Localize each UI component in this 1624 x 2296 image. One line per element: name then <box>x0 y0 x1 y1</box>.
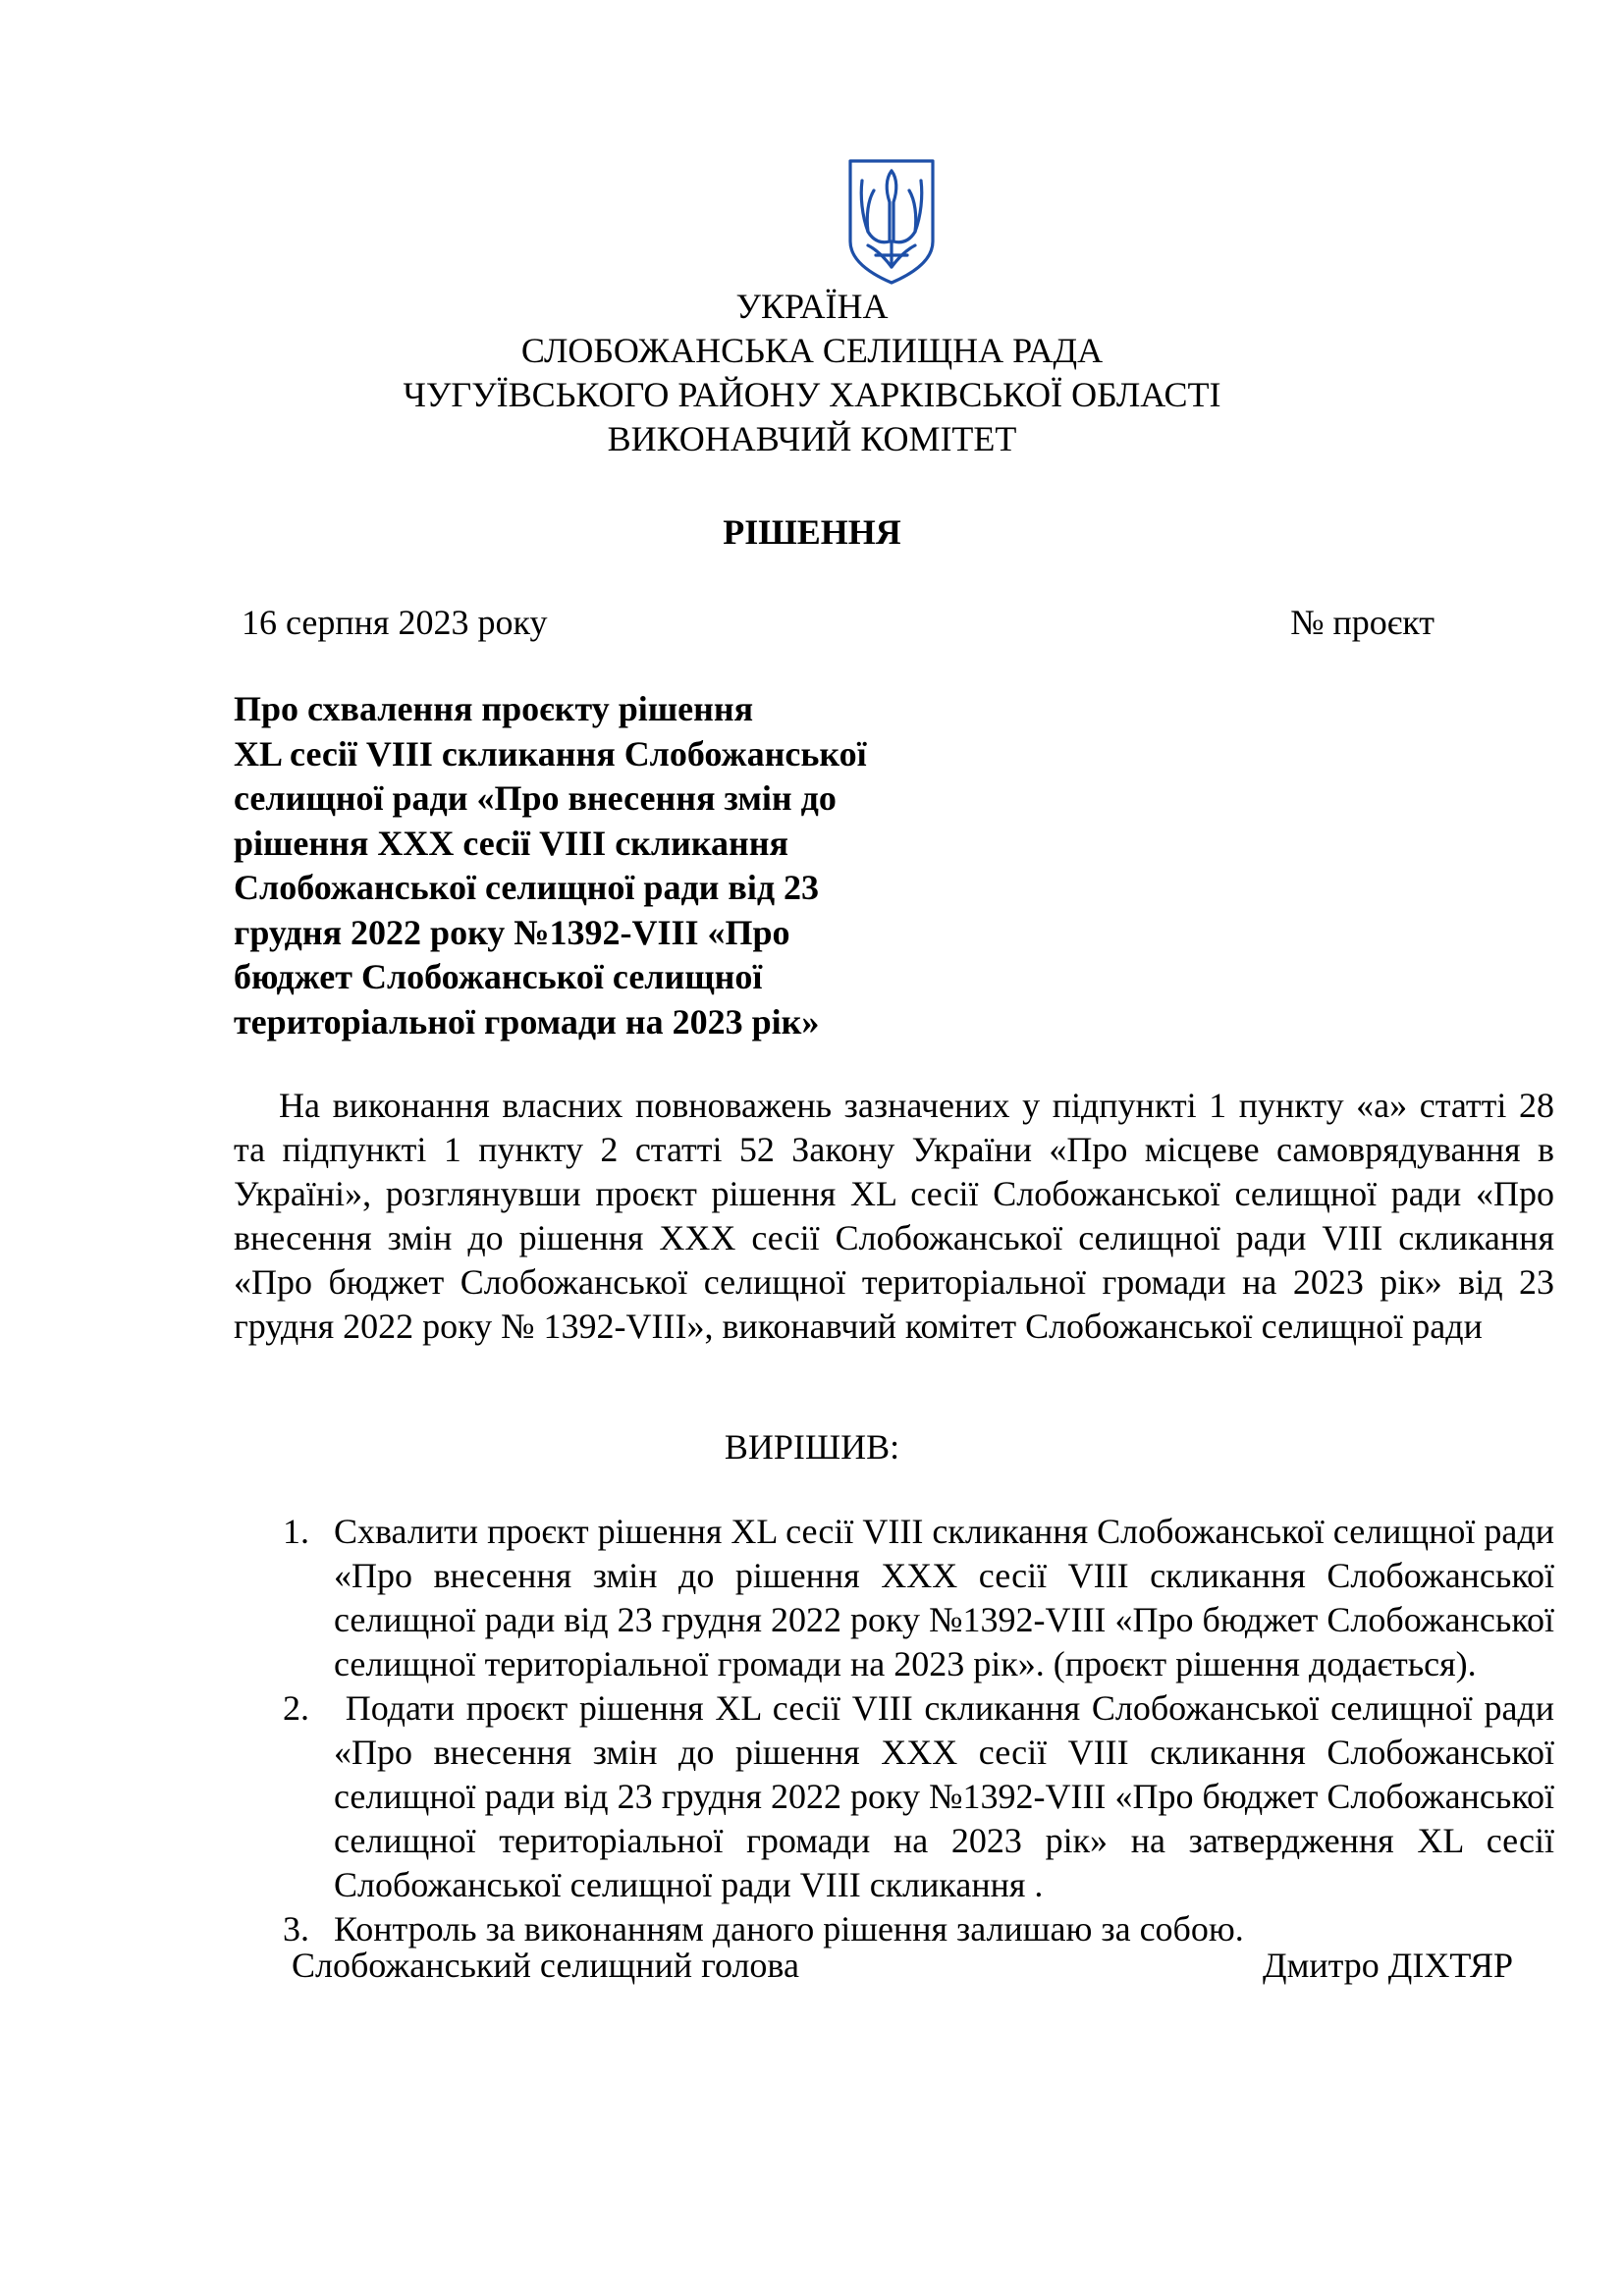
header-region: ЧУГУЇВСЬКОГО РАЙОНУ ХАРКІВСЬКОЇ ОБЛАСТІ <box>403 375 1221 414</box>
subject-line: рішення XXX сесії VIII скликання <box>234 823 789 863</box>
subject-line: бюджет Слобожанської селищної <box>234 957 763 996</box>
document-date: 16 серпня 2023 року <box>242 603 548 642</box>
item-text: Контроль за виконанням даного рішення залишаю за собою. <box>334 1909 1244 1949</box>
document-title: РІШЕННЯ <box>723 512 901 552</box>
decision-subject <box>234 687 980 1044</box>
list-item <box>236 1510 1554 1686</box>
signature-block <box>0 1944 1624 1988</box>
header-council: СЛОБОЖАНСЬКА СЕЛИЩНА РАДА <box>520 331 1104 370</box>
signatory-name: Дмитро ДІХТЯР <box>1263 1946 1513 1985</box>
subject-line: селищної ради «Про внесення змін до <box>234 778 837 818</box>
subject-line: Слобожанської селищної ради від 23 <box>234 868 820 907</box>
decision-items <box>236 1510 1564 1951</box>
preamble-text: На виконання власних повноважень зазначених у підпункті 1 пункту «а» статті 28 та підпункті 1 пункту 2 статті 52 Закону України «Про місцеве самоврядування в Україні», розглянувши проєкт рішення XL сесії Слобожанської селищної ради «Про внесення змін до рішення XXX сесії Слобожанської селищної ради VIII скликання «Про бюджет Слобожанської селищної територіальної громади на 2023 рік» від 23 грудня 2022 року № 1392-VIII», виконавчий комітет Слобожанської селищної ради <box>234 1086 1555 1346</box>
preamble <box>234 1084 1554 1349</box>
subject-line: Про схвалення проєкту рішення <box>234 689 754 728</box>
item-number: 1. <box>283 1512 309 1551</box>
trident-icon <box>846 157 937 287</box>
subject-line: територіальної громади на 2023 рік» <box>234 1001 820 1041</box>
item-number: 3. <box>283 1909 309 1949</box>
item-number: 2. <box>283 1688 309 1728</box>
header-country: УКРАЇНА <box>735 287 889 326</box>
list-item <box>236 1686 1564 1907</box>
item-text: Схвалити проєкт рішення XL сесії VIII скликання Слобожанської селищної ради «Про внесення змін до рішення XXX сесії VIII скликання Слобожанської селищної ради від 23 грудня 2022 року №1392-VIII «Про бюджет Слобожанської селищної територіальної громади на 2023 рік». (проєкт рішення додається). <box>334 1512 1554 1683</box>
signatory-position: Слобожанський селищний голова <box>292 1946 799 1985</box>
issuer-header <box>0 285 1624 461</box>
decided-heading: ВИРІШИВ: <box>724 1427 900 1467</box>
document-number: № проєкт <box>1290 603 1435 642</box>
header-committee: ВИКОНАВЧИЙ КОМІТЕТ <box>607 419 1017 458</box>
subject-line: XL сесії VIII скликання Слобожанської <box>234 733 867 774</box>
item-text: Подати проєкт рішення XL сесії VIII скликання Слобожанської селищної ради «Про внесення змін до рішення XXX сесії VIII скликання Слобожанської селищної ради від 23 грудня 2022 року №1392-VIII «Про бюджет Слобожанської селищної територіальної громади на 2023 рік» на затвердження XL сесії Слобожанської селищної ради VIII скликання . <box>334 1688 1564 1904</box>
subject-line: грудня 2022 року №1392-VIII «Про <box>234 912 790 952</box>
